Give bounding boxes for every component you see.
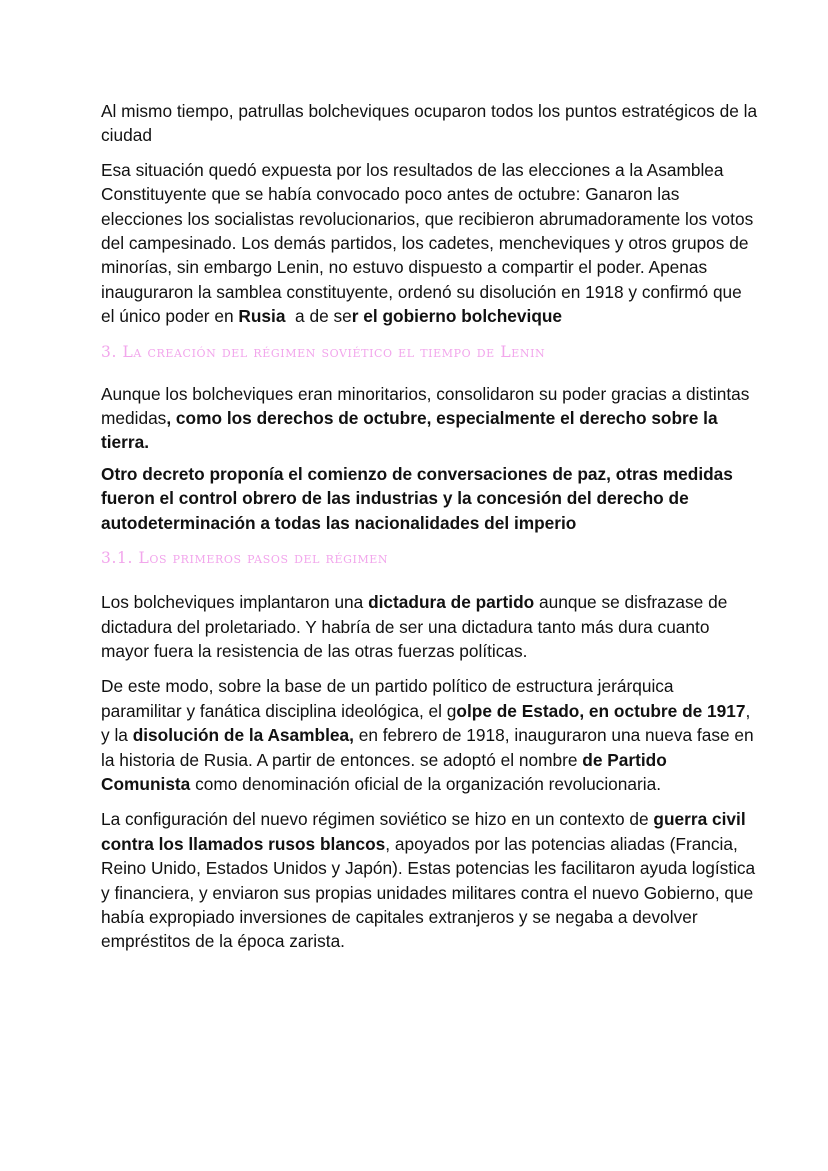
section-heading-3-1: 3.1. Los primeros pasos del régimen <box>101 549 389 568</box>
paragraph-3 <box>101 382 758 455</box>
paragraph-7-text-2: , apoyados por las potencias aliadas (Francia, Reino Unido, Estados Unidos y Japón). Estas potencias les facilitaron ayuda logística y financiera, y enviaron sus propias unidades militares contra el nuevo Gobierno, que había expropiado inversiones de capitales extranjeros y se negaba a devolver empréstitos de la época zarista. <box>101 833 756 952</box>
paragraph-4 <box>101 462 758 535</box>
paragraph-3-bold-1: , como los derechos de octubre, especialmente el derecho sobre la tierra. <box>101 408 718 453</box>
paragraph-6-bold-1: olpe de Estado, en octubre de 1917 <box>456 700 746 721</box>
paragraph-6-text-4: como denominación oficial de la organización revolucionaria. <box>190 773 661 794</box>
paragraph-6-text-3: en febrero de 1918, inauguraron una nueva fase en la historia de Rusia. A partir de entonces. se adoptó el nombre <box>101 725 754 770</box>
paragraph-5-text-2: aunque se disfrazase de dictadura del proletariado. Y habría de ser una dictadura tanto más dura cuanto mayor fuera la resistencia de las otras fuerzas políticas. <box>101 592 728 661</box>
paragraph-5 <box>101 590 758 663</box>
paragraph-6-text-1: De este modo, sobre la base de un partido político de estructura jerárquica paramilitar y fanática disciplina ideológica, el g <box>101 676 674 721</box>
paragraph-7-text-1: La configuración del nuevo régimen soviético se hizo en un contexto de <box>101 809 654 830</box>
paragraph-1-text: Al mismo tiempo, patrullas bolcheviques ocuparon todos los puntos estratégicos de la ciudad <box>101 101 758 146</box>
paragraph-7 <box>101 807 758 953</box>
paragraph-3-text-1: Aunque los bolcheviques eran minoritarios, consolidaron su poder gracias a distintas medidas <box>101 383 750 429</box>
paragraph-1 <box>101 99 758 148</box>
paragraph-6-text-2: , y la <box>101 700 751 746</box>
paragraph-2-bold-1: Rusia <box>238 306 286 327</box>
paragraph-7-bold-1: guerra civil contra los llamados rusos blancos <box>101 809 746 854</box>
paragraph-2 <box>101 158 758 329</box>
paragraph-6 <box>101 674 758 796</box>
section-heading-3: 3. La creación del régimen soviético el tiempo de Lenin <box>101 342 546 361</box>
paragraph-6-bold-3: de Partido Comunista <box>101 749 667 794</box>
paragraph-2-text-1: Esa situación quedó expuesta por los resultados de las elecciones a la Asamblea Constituyente que se había convocado poco antes de octubre: Ganaron las elecciones los socialistas revolucionarios, que recibieron abrumadoramente los votos del campesinado. Los demás partidos, los cadetes, mencheviques y otros grupos de minorías, sin embargo Lenin, no estuvo dispuesto a compartir el poder. Apenas inauguraron la samblea constituyente, ordenó su disolución en 1918 y confirmó que el único poder en <box>101 159 754 327</box>
paragraph-4-bold: Otro decreto proponía el comienzo de conversaciones de paz, otras medidas fueron el control obrero de las industrias y la concesión del derecho de autodeterminación a todas las nacionalidades del imperio <box>101 463 733 533</box>
paragraph-2-bold-2: r el gobierno bolchevique <box>351 306 563 327</box>
paragraph-5-bold-1: dictadura de partido <box>368 592 535 613</box>
paragraph-5-text-1: Los bolcheviques implantaron una <box>101 592 369 613</box>
paragraph-6-bold-2: disolución de la Asamblea, <box>132 725 354 746</box>
paragraph-2-text-2: a de se <box>285 306 352 327</box>
